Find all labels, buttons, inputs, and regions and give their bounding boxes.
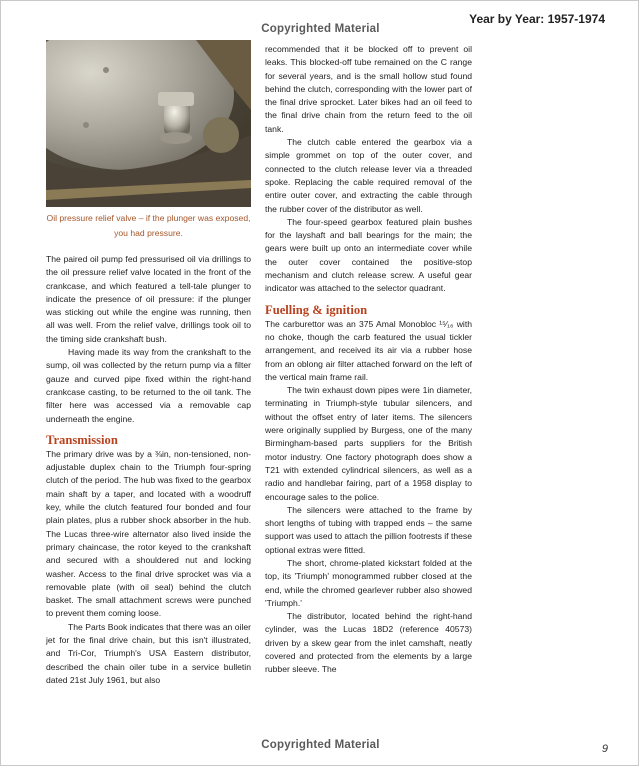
paragraph: The clutch cable entered the gearbox via a simple grommet on top of the outer cover, and connected to the clutch release lever via a threaded spoke. Replacing the cable required removal of the entire outer cover, and extracting the cable through the rubber cover of the distributor as well. (265, 137, 472, 214)
running-head: Year by Year: 1957-1974 (469, 12, 605, 26)
paragraph: The twin exhaust down pipes were 1in diameter, terminating in Triumph-style tubular silencers, and without the offset entry of later items. The silencers were originally supplied by Burgess, one of the many Birmingham-based parts suppliers for the British motor industry. One factory photograph does show a T21 with extended cylindrical silencers, as well as a radio and handlebar fairing, part of a 1958 display to encourage sales to the police. (265, 385, 472, 502)
paragraph: The silencers were attached to the frame by short lengths of tubing with trapped ends – the same support was used to attach the pillion footrests if these optional extras were fitted. (265, 504, 472, 555)
paragraph: The carburettor was an 375 Amal Monobloc ¹⁵⁄₁₆ with no choke, though the carb featured the usual tickler arrangement, and received its air via a rubber hose from an oblong air filter attached forward on the left of the vertical main frame rail. (265, 318, 472, 382)
paragraph: The primary drive was by a ⅜in, non-tensioned, non-adjustable duplex chain to the Triumph four-spring clutch of the period. The hub was fixed to the gearbox main shaft by a taper, and located with a woodruff key, while the clutch featured four bonded and four plain plates, plus a rubber shock absorber in the hub. The Lucas three-wire alternator also lived inside the primary chaincase, the rotor keyed to the crankshaft and secured with a shouldered nut and locking washer. Access to the final drive sprocket was via a removable plate (with oil seal) behind the clutch basket. The small attachment screws were punched to prevent them coming loose. (46, 448, 251, 619)
paragraph: The short, chrome-plated kickstart folded at the top, its 'Triumph' monogrammed rubber closed at the end, while the chromed gearlever rubber also showed 'Triumph.' (265, 557, 472, 608)
copyright-notice-bottom: Copyrighted Material (261, 739, 380, 751)
section-heading-fuelling-ignition: Fuelling & ignition (265, 302, 368, 317)
figure-caption: Oil pressure relief valve – if the plunger was exposed, you had pressure. (46, 213, 251, 238)
engine-photo-illustration (46, 40, 251, 207)
oil-relief-valve-photo (46, 40, 251, 207)
paragraph: recommended that it be blocked off to prevent oil leaks. This blocked-off tube remained on the C range for several years, and is the small hollow stud found behind the clutch, corresponding with the lower part of the final drive sprocket. Later bikes had an oil feed to the final drive chain from the return feed to the oil tank. (265, 44, 472, 134)
page-number: 9 (601, 743, 608, 755)
paragraph: The four-speed gearbox featured plain bushes for the layshaft and ball bearings for the main; the gears were built up onto an intermediate cover while the outer cover contained the positive-stop mechanism and clutch release screw. A useful gear indicator was attached to the selector quadrant. (265, 216, 472, 294)
paragraph: Having made its way from the crankshaft to the sump, oil was collected by the return pump via a filter gauze and curved pipe fixed within the right-hand crankcase casting, to be returned to the oil tank. The filter here was accessed via a removable cap underneath the engine. (46, 347, 251, 424)
right-column (265, 43, 472, 677)
paragraph: The distributor, located behind the right-hand cylinder, was the Lucas 18D2 (reference 40573) driven by a skew gear from the inlet camshaft, neatly covered and protected from the elements by a large rubber sleeve. The (265, 611, 472, 675)
paragraph: The Parts Book indicates that there was an oiler jet for the final drive chain, but this isn't illustrated, and Tri-Cor, Triumph's USA Eastern distributor, described the chain oiler tube in a service bulletin dated 21st July 1961, but also (46, 621, 251, 685)
section-heading-transmission: Transmission (46, 432, 118, 447)
copyright-notice-top: Copyrighted Material (261, 23, 380, 35)
left-column (46, 253, 251, 687)
paragraph: The paired oil pump fed pressurised oil via drillings to the oil pressure relief valve located in the front of the crankcase, and which featured a tell-tale plunger to indicate the presence of oil pressure: if the plunger was sticking out while the engine was running, then all was well. From the relief valve, drillings took oil to the timing side crankshaft bush. (46, 254, 251, 344)
